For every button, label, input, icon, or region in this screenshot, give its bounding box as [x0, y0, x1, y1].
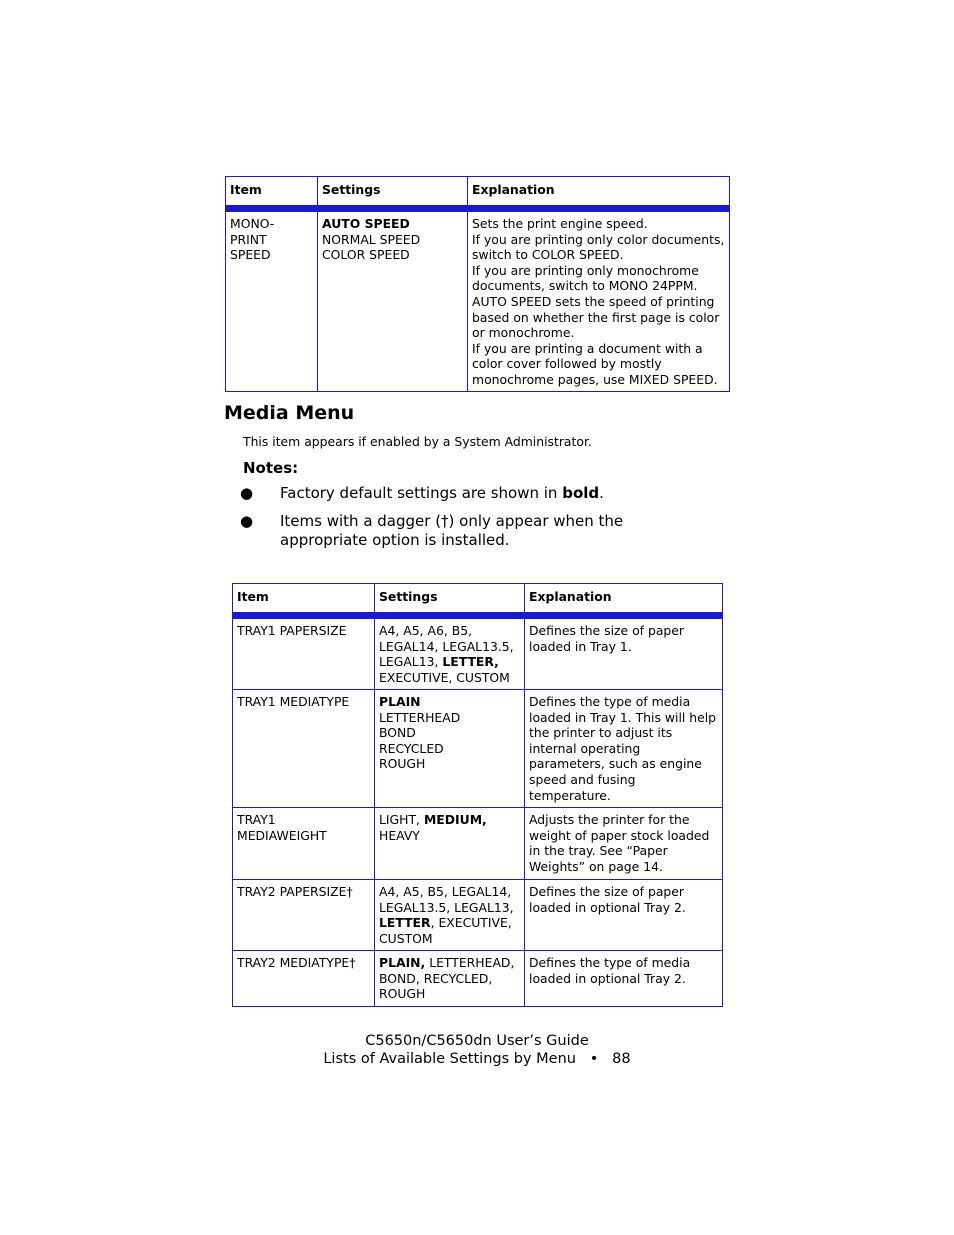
default-setting: PLAIN,	[379, 955, 426, 970]
default-setting: LETTER,	[442, 654, 499, 670]
bullet-icon: ●	[240, 484, 254, 502]
setting-text: , EXECUTIVE, CUSTOM	[379, 915, 512, 946]
cell-explanation: Adjusts the printer for the weight of paper stock loaded in the tray. See “Paper Weights” on page 14.	[525, 808, 723, 880]
notes-list	[240, 484, 710, 559]
note-text: Factory default settings are shown in	[280, 484, 563, 502]
cell-settings	[375, 690, 525, 808]
page-footer	[0, 1032, 954, 1068]
setting-text: A4, A5, B5, LEGAL14, LEGAL13.5, LEGAL13,	[379, 884, 514, 915]
header-settings: Settings	[375, 584, 525, 616]
media-menu-table	[232, 583, 723, 1007]
table-row	[233, 951, 723, 1007]
note-text: Items with a dagger (†) only appear when the appropriate option is installed.	[280, 512, 624, 549]
table-row	[233, 808, 723, 880]
table-row	[226, 209, 730, 392]
section-intro: This item appears if enabled by a System Administrator.	[243, 434, 592, 449]
cell-explanation: Defines the type of media loaded in optional Tray 2.	[525, 951, 723, 1007]
cell-item: TRAY2 PAPERSIZE†	[233, 880, 375, 951]
cell-item: TRAY2 MEDIATYPE†	[233, 951, 375, 1007]
default-setting: AUTO SPEED	[322, 216, 410, 231]
cell-settings	[375, 880, 525, 951]
default-setting: PLAIN	[379, 694, 421, 709]
cell-settings	[375, 616, 525, 690]
list-item	[240, 512, 710, 550]
section-title: Media Menu	[224, 402, 355, 424]
notes-heading: Notes:	[243, 459, 299, 477]
setting-text: A4, A5, A6, B5, LEGAL14, LEGAL13.5, LEGAL13,	[379, 623, 514, 670]
cell-settings	[375, 951, 525, 1007]
list-item	[240, 484, 710, 503]
setting-text: EXECUTIVE, CUSTOM	[379, 669, 510, 685]
setting-text: HEAVY	[379, 827, 420, 843]
table-row	[233, 690, 723, 808]
cell-settings	[375, 808, 525, 880]
default-setting: MEDIUM,	[423, 812, 487, 827]
bullet-icon: ●	[240, 512, 254, 530]
header-item: Item	[226, 177, 318, 209]
header-explanation: Explanation	[468, 177, 730, 209]
table-header-row	[233, 584, 723, 616]
table-row	[233, 880, 723, 951]
note-bold: bold	[562, 484, 600, 502]
cell-explanation: Defines the size of paper loaded in Tray 1.	[525, 616, 723, 690]
header-item: Item	[233, 584, 375, 616]
default-setting: LETTER	[379, 915, 431, 931]
header-explanation: Explanation	[525, 584, 723, 616]
header-settings: Settings	[318, 177, 468, 209]
setting-text: LETTERHEAD BOND RECYCLED ROUGH	[379, 709, 461, 772]
note-text-end: .	[599, 484, 604, 502]
setting-text: LIGHT,	[379, 812, 424, 827]
cell-explanation: Defines the type of media loaded in Tray 1. This will help the printer to adjust its internal operating parameters, such as engine speed and fusing temperature.	[525, 690, 723, 808]
footer-guide-title: C5650n/C5650dn User’s Guide	[365, 1033, 589, 1049]
cell-item: TRAY1 MEDIATYPE	[233, 690, 375, 808]
table-row	[233, 616, 723, 690]
cell-settings	[318, 209, 468, 392]
table-header-row	[226, 177, 730, 209]
print-speed-table	[225, 176, 730, 392]
other-settings: NORMAL SPEED COLOR SPEED	[322, 231, 421, 263]
cell-item: TRAY1 PAPERSIZE	[233, 616, 375, 690]
cell-explanation: Defines the size of paper loaded in optional Tray 2.	[525, 880, 723, 951]
footer-page-info: Lists of Available Settings by Menu • 88	[323, 1051, 631, 1067]
cell-explanation: Sets the print engine speed. If you are printing only color documents, switch to COLOR SPEED. If you are printing only monochrome documents, switch to MONO 24PPM. AUTO SPEED sets the speed of printing based on whether the first page is color or monochrome. If you are printing a document with a color cover followed by mostly monochrome pages, use MIXED SPEED.	[468, 209, 730, 392]
cell-item: MONO- PRINT SPEED	[226, 209, 318, 392]
setting-text: LETTERHEAD, BOND, RECYCLED, ROUGH	[379, 955, 515, 1002]
cell-item: TRAY1 MEDIAWEIGHT	[233, 808, 375, 880]
